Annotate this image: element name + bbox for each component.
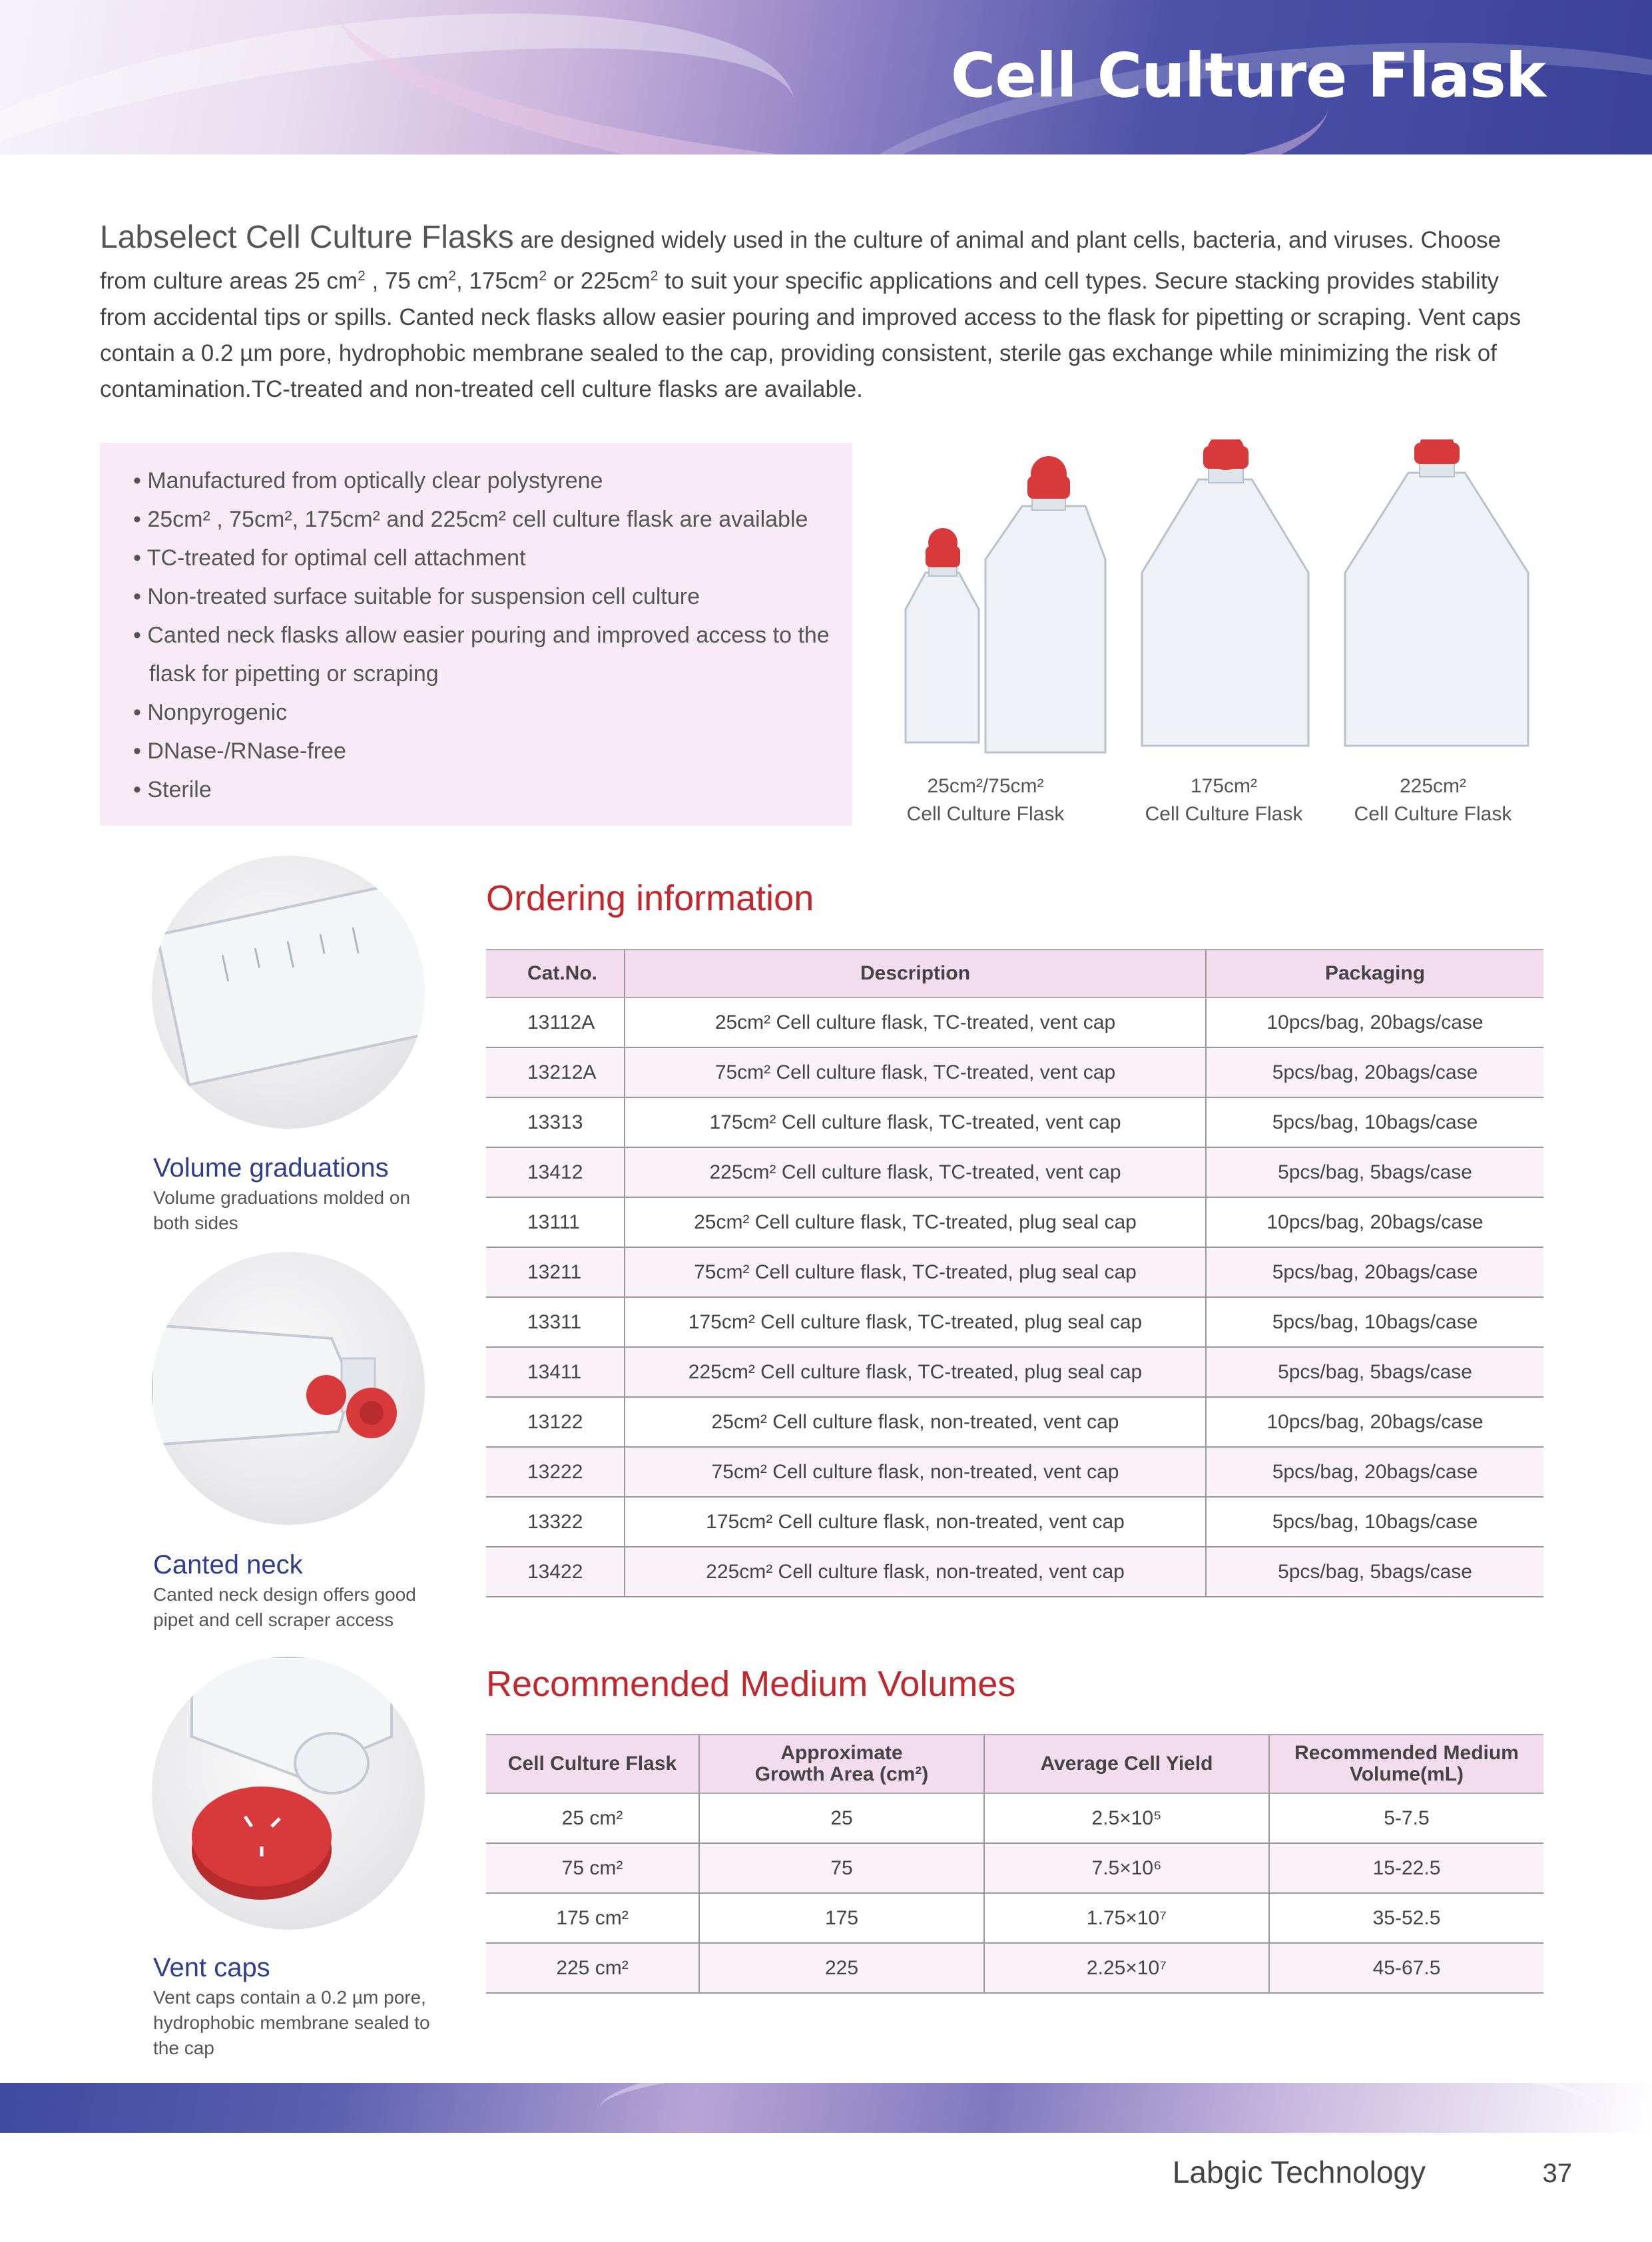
table-row [486, 1347, 1543, 1397]
packaging-cell: 5pcs/bag, 5bags/case [1206, 1347, 1543, 1397]
banner-wave [599, 2083, 1598, 2133]
flask-25-image [906, 528, 979, 742]
description-cell: 225cm² Cell culture flask, non-treated, vent cap [625, 1547, 1206, 1597]
flask-225-image [1345, 439, 1528, 746]
description-cell: 25cm² Cell culture flask, TC-treated, plug seal cap [625, 1197, 1206, 1247]
description-cell: 175cm² Cell culture flask, non-treated, vent cap [625, 1497, 1206, 1547]
intro-text: or 225cm [547, 268, 651, 294]
feature-item: • DNase-/RNase-free [133, 738, 346, 764]
features-box [100, 443, 852, 826]
medium-title: Recommended Medium Volumes [486, 1664, 1016, 1704]
canted-neck-illustration [152, 1252, 425, 1525]
page-title: Cell Culture Flask [950, 40, 1545, 111]
table-row [486, 1097, 1543, 1147]
column-header: Cat.No. [486, 950, 625, 997]
column-header: Packaging [1206, 950, 1543, 997]
column-header-line: Recommended Medium [1294, 1742, 1519, 1764]
cat-no-cell: 13422 [486, 1547, 625, 1597]
description-cell: 25cm² Cell culture flask, TC-treated, vent cap [625, 997, 1206, 1047]
superscript: 2 [650, 268, 659, 284]
table-row [486, 1547, 1543, 1597]
cat-no-cell: 13112A [486, 997, 625, 1047]
volume-graduations-photo [152, 856, 425, 1129]
feature-description: Volume graduations molded on both sides [153, 1187, 411, 1233]
description-cell: 175cm² Cell culture flask, TC-treated, vent cap [625, 1097, 1206, 1147]
feature-item: • Nonpyrogenic [133, 700, 288, 725]
packaging-cell: 5pcs/bag, 5bags/case [1206, 1147, 1543, 1197]
feature-title: Canted neck [153, 1550, 303, 1579]
table-row [486, 1843, 1543, 1893]
area-cell: 25 [699, 1793, 984, 1843]
packaging-cell: 10pcs/bag, 20bags/case [1206, 1197, 1543, 1247]
intro-lead: Labselect Cell Culture Flasks [100, 220, 514, 255]
feature-item: • TC-treated for optimal cell attachment [133, 545, 526, 571]
vent-caps-photo [152, 1657, 425, 1930]
flask-caption-line: 175cm² [1190, 775, 1258, 797]
feature-item: • Sterile [133, 777, 212, 802]
description-cell: 75cm² Cell culture flask, non-treated, vent cap [625, 1447, 1206, 1497]
flask-75-image [985, 456, 1105, 752]
feature-description: Canted neck design offers good pipet and cell scraper access [153, 1584, 416, 1630]
yield-cell: 2.25×10⁷ [984, 1943, 1269, 1993]
flask-caption [1124, 772, 1324, 828]
flask-cell: 25 cm² [486, 1793, 699, 1843]
vent-cap-illustration [152, 1657, 425, 1930]
table-row [486, 1247, 1543, 1297]
table-row [486, 1297, 1543, 1347]
superscript: 2 [539, 268, 547, 284]
flask-caption-line: 225cm² [1399, 775, 1467, 797]
packaging-cell: 10pcs/bag, 20bags/case [1206, 997, 1543, 1047]
column-header [1269, 1735, 1543, 1793]
packaging-cell: 5pcs/bag, 5bags/case [1206, 1547, 1543, 1597]
flask-caption [1333, 772, 1533, 828]
intro-text: are designed widely used in the culture of animal and plant cells, bacteria, and viruses. Choose from culture areas 25 cm [100, 227, 1502, 294]
packaging-cell: 5pcs/bag, 20bags/case [1206, 1047, 1543, 1097]
feature-item-continued [133, 655, 852, 693]
column-header-line: Approximate [780, 1742, 903, 1764]
table-row [486, 1943, 1543, 1993]
description-cell: 225cm² Cell culture flask, TC-treated, vent cap [625, 1147, 1206, 1197]
yield-cell: 2.5×10⁵ [984, 1793, 1269, 1843]
description-cell: 175cm² Cell culture flask, TC-treated, plug seal cap [625, 1297, 1206, 1347]
column-header [699, 1735, 984, 1793]
volume-cell: 5-7.5 [1269, 1793, 1543, 1843]
packaging-cell: 5pcs/bag, 10bags/case [1206, 1297, 1543, 1347]
flask-cell: 75 cm² [486, 1843, 699, 1893]
intro-text: to suit your specific applications and cell types. Secure stacking provides stability from accidental tips or spills. Canted neck flasks allow easier pouring and improved access to the flask for pipetting or scraping. Vent caps contain a 0.2 µm pore, hydrophobic membrane sealed to the cap, providing consistent, sterile gas exchange while minimizing the risk of contamination.TC-treated and non-treated cell culture flasks are available. [100, 268, 1521, 402]
column-header-line: Volume(mL) [1349, 1763, 1464, 1785]
table-header-row [486, 1735, 1543, 1793]
cat-no-cell: 13313 [486, 1097, 625, 1147]
packaging-cell: 5pcs/bag, 20bags/case [1206, 1247, 1543, 1297]
feature-item-continued-text: flask for pipetting or scraping [149, 661, 439, 687]
intro-text: , 75 cm [365, 268, 449, 294]
yield-cell: 7.5×10⁶ [984, 1843, 1269, 1893]
table-row [486, 997, 1543, 1047]
feature-title: Vent caps [153, 1953, 270, 1982]
packaging-cell: 5pcs/bag, 10bags/case [1206, 1497, 1543, 1547]
intro-paragraph [100, 220, 1551, 408]
footer-banner [0, 2083, 1652, 2133]
description-cell: 75cm² Cell culture flask, TC-treated, vent cap [625, 1047, 1206, 1097]
feature-item: • Manufactured from optically clear polystyrene [133, 468, 603, 493]
volume-cell: 35-52.5 [1269, 1893, 1543, 1943]
area-cell: 75 [699, 1843, 984, 1893]
area-cell: 175 [699, 1893, 984, 1943]
cat-no-cell: 13411 [486, 1347, 625, 1397]
table-row [486, 1197, 1543, 1247]
column-header: Average Cell Yield [984, 1735, 1269, 1793]
flask-caption [886, 772, 1085, 828]
features-list [133, 461, 852, 809]
feature-description: Vent caps contain a 0.2 µm pore, hydrophobic membrane sealed to the cap [153, 1987, 430, 2058]
canted-neck-photo [152, 1252, 425, 1525]
table-row [486, 1893, 1543, 1943]
feature-item: • 25cm² , 75cm², 175cm² and 225cm² cell culture flask are available [133, 507, 808, 532]
flask-caption-line: Cell Culture Flask [906, 803, 1065, 825]
flask-caption-line: Cell Culture Flask [1145, 803, 1303, 825]
table-row [486, 1397, 1543, 1447]
description-cell: 75cm² Cell culture flask, TC-treated, plug seal cap [625, 1247, 1206, 1297]
cat-no-cell: 13322 [486, 1497, 625, 1547]
company-name: Labgic Technology [1172, 2155, 1426, 2189]
packaging-cell: 5pcs/bag, 20bags/case [1206, 1447, 1543, 1497]
column-header-line: Growth Area (cm²) [754, 1763, 929, 1785]
feature-item: • Non-treated surface suitable for suspension cell culture [133, 584, 700, 609]
table-row [486, 1047, 1543, 1097]
column-header: Cell Culture Flask [486, 1735, 699, 1793]
superscript: 2 [358, 268, 366, 284]
flask-cell: 225 cm² [486, 1943, 699, 1993]
packaging-cell: 5pcs/bag, 10bags/case [1206, 1097, 1543, 1147]
feature-title: Volume graduations [153, 1153, 389, 1183]
page-number: 37 [1542, 2159, 1572, 2188]
description-cell: 25cm² Cell culture flask, non-treated, vent cap [625, 1397, 1206, 1447]
superscript: 2 [448, 268, 456, 284]
table-row [486, 1147, 1543, 1197]
packaging-cell: 10pcs/bag, 20bags/case [1206, 1397, 1543, 1447]
yield-cell: 1.75×10⁷ [984, 1893, 1269, 1943]
cat-no-cell: 13122 [486, 1397, 625, 1447]
cat-no-cell: 13311 [486, 1297, 625, 1347]
graduations-illustration [152, 856, 425, 1129]
area-cell: 225 [699, 1943, 984, 1993]
flask-cell: 175 cm² [486, 1893, 699, 1943]
cat-no-cell: 13412 [486, 1147, 625, 1197]
description-cell: 225cm² Cell culture flask, TC-treated, plug seal cap [625, 1347, 1206, 1397]
table-row [486, 1497, 1543, 1547]
cat-no-cell: 13212A [486, 1047, 625, 1097]
intro-text: , 175cm [455, 268, 539, 294]
ordering-table [486, 949, 1543, 1597]
volume-cell: 45-67.5 [1269, 1943, 1543, 1993]
table-row [486, 1793, 1543, 1843]
cat-no-cell: 13111 [486, 1197, 625, 1247]
flask-175-image [1142, 439, 1308, 746]
cat-no-cell: 13211 [486, 1247, 625, 1297]
table-header-row [486, 950, 1543, 997]
volume-cell: 15-22.5 [1269, 1843, 1543, 1893]
medium-volumes-table [486, 1734, 1543, 1994]
flask-product-photo [866, 439, 1565, 759]
flask-caption-line: Cell Culture Flask [1354, 803, 1512, 825]
cat-no-cell: 13222 [486, 1447, 625, 1497]
flask-caption-line: 25cm²/75cm² [927, 775, 1044, 797]
feature-item: • Canted neck flasks allow easier pouring and improved access to the [133, 623, 830, 648]
table-row [486, 1447, 1543, 1497]
column-header: Description [625, 950, 1206, 997]
ordering-title: Ordering information [486, 878, 814, 918]
header-banner [0, 0, 1652, 154]
